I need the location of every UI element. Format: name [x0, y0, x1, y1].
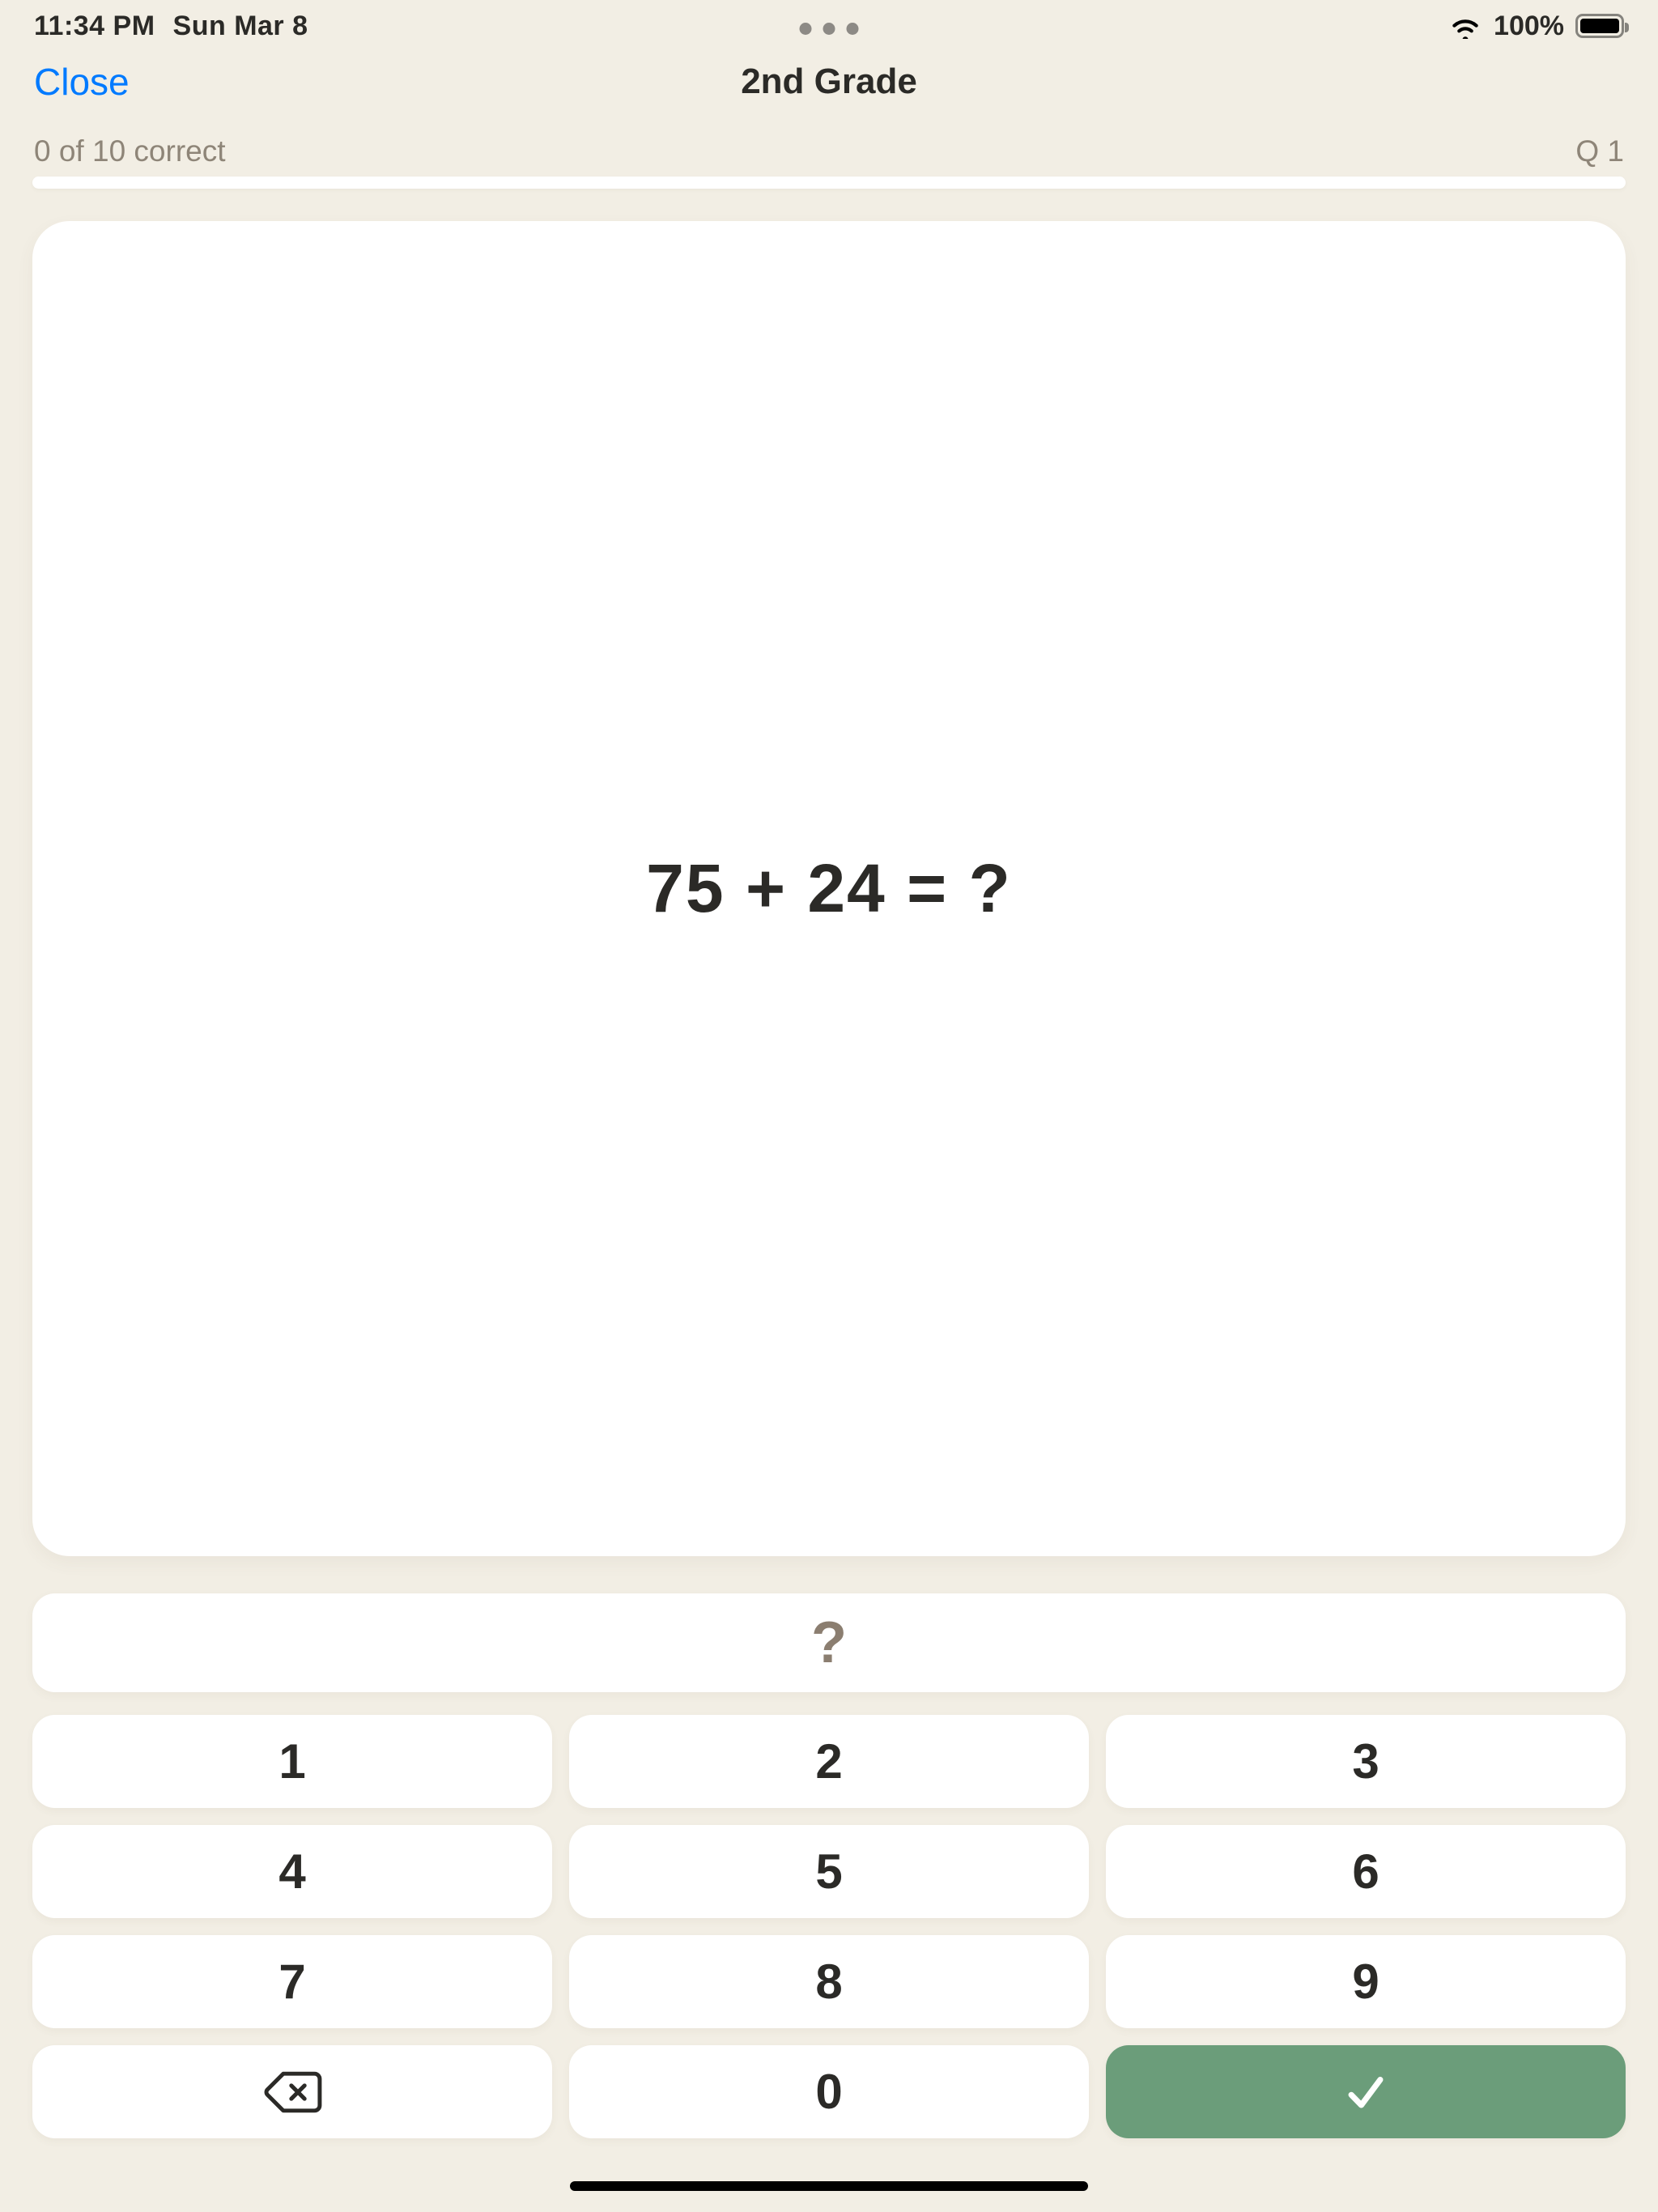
- submit-answer-button[interactable]: [1106, 2045, 1626, 2138]
- checkmark-icon: [1339, 2065, 1392, 2119]
- progress-bar: [32, 177, 1626, 189]
- close-button[interactable]: Close: [34, 61, 130, 103]
- key-1[interactable]: 1: [32, 1715, 552, 1808]
- key-9[interactable]: 9: [1106, 1935, 1626, 2028]
- key-8[interactable]: 8: [569, 1935, 1089, 2028]
- multitask-dots-icon: [800, 23, 859, 35]
- nav-bar: [0, 50, 1658, 115]
- status-bar: [0, 0, 1658, 52]
- status-date: Sun Mar 8: [172, 10, 308, 41]
- equation-text: 75 + 24 = ?: [646, 850, 1012, 926]
- home-indicator[interactable]: [570, 2181, 1088, 2191]
- key-3[interactable]: 3: [1106, 1715, 1626, 1808]
- status-time: 11:34 PM: [34, 10, 155, 41]
- battery-percent: 100%: [1494, 10, 1564, 41]
- page-title: 2nd Grade: [741, 62, 917, 101]
- number-keypad: [32, 1715, 1626, 2138]
- backspace-button[interactable]: [32, 2045, 552, 2138]
- question-number: Q 1: [1575, 134, 1624, 168]
- key-0[interactable]: 0: [569, 2045, 1089, 2138]
- score-text: 0 of 10 correct: [34, 134, 226, 168]
- key-4[interactable]: 4: [32, 1825, 552, 1918]
- delete-left-icon: [261, 2068, 323, 2116]
- battery-icon: [1575, 14, 1624, 38]
- answer-display: [32, 1593, 1626, 1692]
- answer-placeholder: ?: [811, 1610, 847, 1675]
- progress-header: [34, 133, 1624, 170]
- key-2[interactable]: 2: [569, 1715, 1089, 1808]
- key-6[interactable]: 6: [1106, 1825, 1626, 1918]
- key-7[interactable]: 7: [32, 1935, 552, 2028]
- question-card: [32, 221, 1626, 1556]
- key-5[interactable]: 5: [569, 1825, 1089, 1918]
- wifi-icon: [1448, 13, 1482, 39]
